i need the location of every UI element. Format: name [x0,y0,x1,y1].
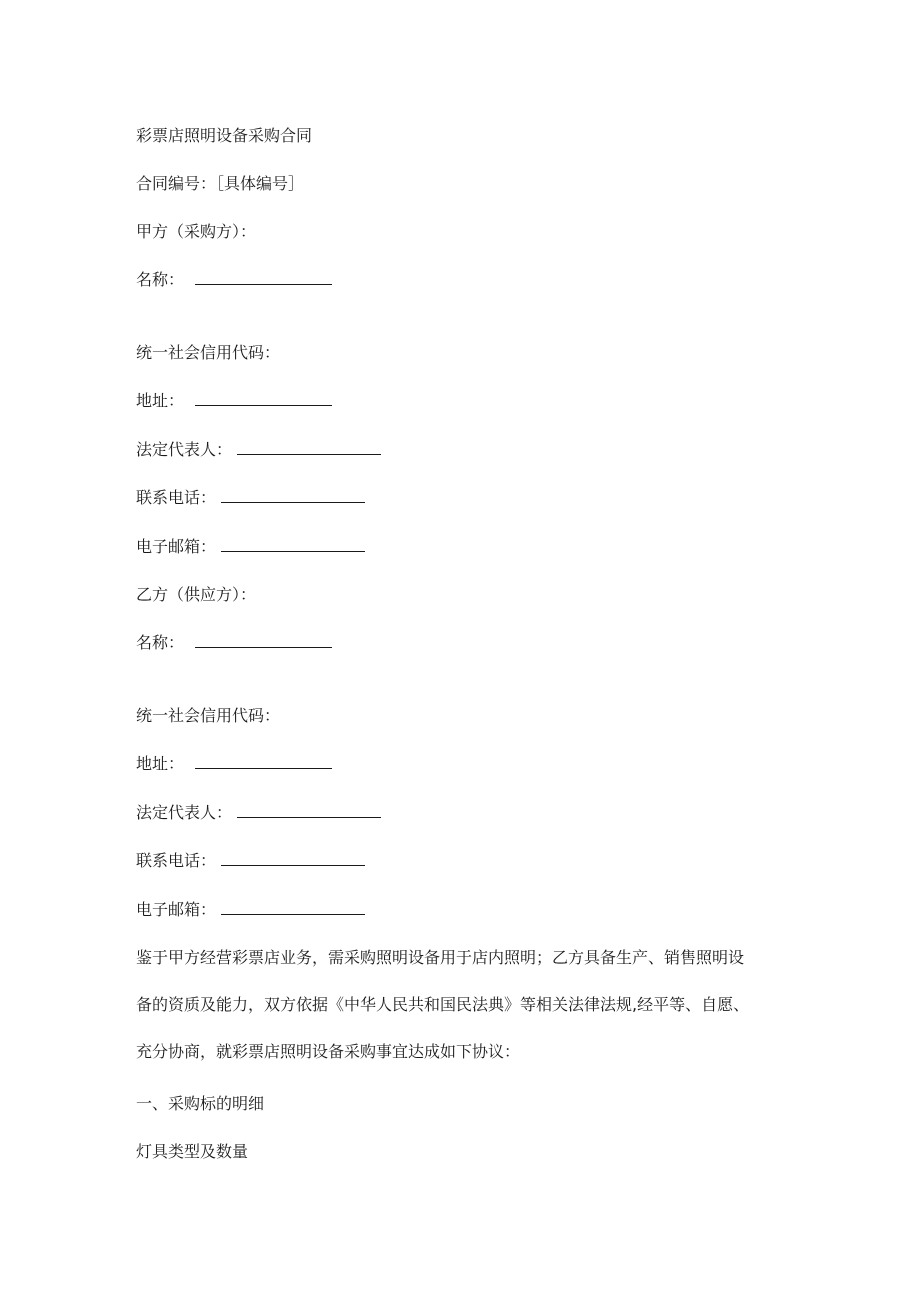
party-a-address-row [136,391,332,411]
party-b-email-blank [221,900,365,915]
party-b-phone-blank [221,851,365,866]
party-b-legal-rep-label: 法定代表人： [136,803,233,822]
party-b-email-row [136,900,365,920]
party-b-name-label: 名称： [136,633,185,652]
party-a-phone-row [136,488,365,508]
party-b-phone-label: 联系电话： [136,851,217,870]
party-a-legal-rep-blank [237,440,381,455]
party-b-legal-rep-row [136,803,381,823]
preamble-line: 鉴于甲方经营彩票店业务，需采购照明设备用于店内照明；乙方具备生产、销售照明设 [136,948,745,967]
preamble-line: 备的资质及能力，双方依据《中华人民共和国民法典》等相关法律法规,经平等、自愿、 [136,995,750,1014]
preamble-line: 充分协商，就彩票店照明设备采购事宜达成如下协议： [136,1042,521,1061]
party-a-name-label: 名称： [136,270,185,289]
party-a-phone-blank [221,488,365,503]
party-a-phone-label: 联系电话： [136,488,217,507]
party-a-email-row [136,537,365,557]
party-a-name-row [136,270,332,290]
preamble-paragraph [136,948,786,1062]
party-a-credit-code: 统一社会信用代码： [136,343,281,362]
party-b-address-blank [195,754,332,769]
document-title: 彩票店照明设备采购合同 [136,126,313,145]
party-b-credit-code: 统一社会信用代码： [136,706,281,725]
section-1-subtitle: 灯具类型及数量 [136,1142,249,1161]
party-b-address-label: 地址： [136,754,185,773]
party-b-address-row [136,754,332,774]
party-b-email-label: 电子邮箱： [136,900,217,919]
party-a-name-blank [195,270,332,285]
party-a-address-label: 地址： [136,391,185,410]
party-b-name-blank [195,633,332,648]
party-b-name-row [136,633,332,653]
party-a-header: 甲方（采购方）： [136,222,257,241]
party-b-header: 乙方（供应方）： [136,585,257,604]
party-a-email-blank [221,537,365,552]
party-a-address-blank [195,391,332,406]
party-a-email-label: 电子邮箱： [136,537,217,556]
section-1-title: 一、采购标的明细 [136,1094,265,1113]
contract-number: 合同编号：［具体编号］ [136,174,305,193]
party-b-phone-row [136,851,365,871]
party-a-legal-rep-label: 法定代表人： [136,440,233,459]
party-a-legal-rep-row [136,440,381,460]
party-b-legal-rep-blank [237,803,381,818]
